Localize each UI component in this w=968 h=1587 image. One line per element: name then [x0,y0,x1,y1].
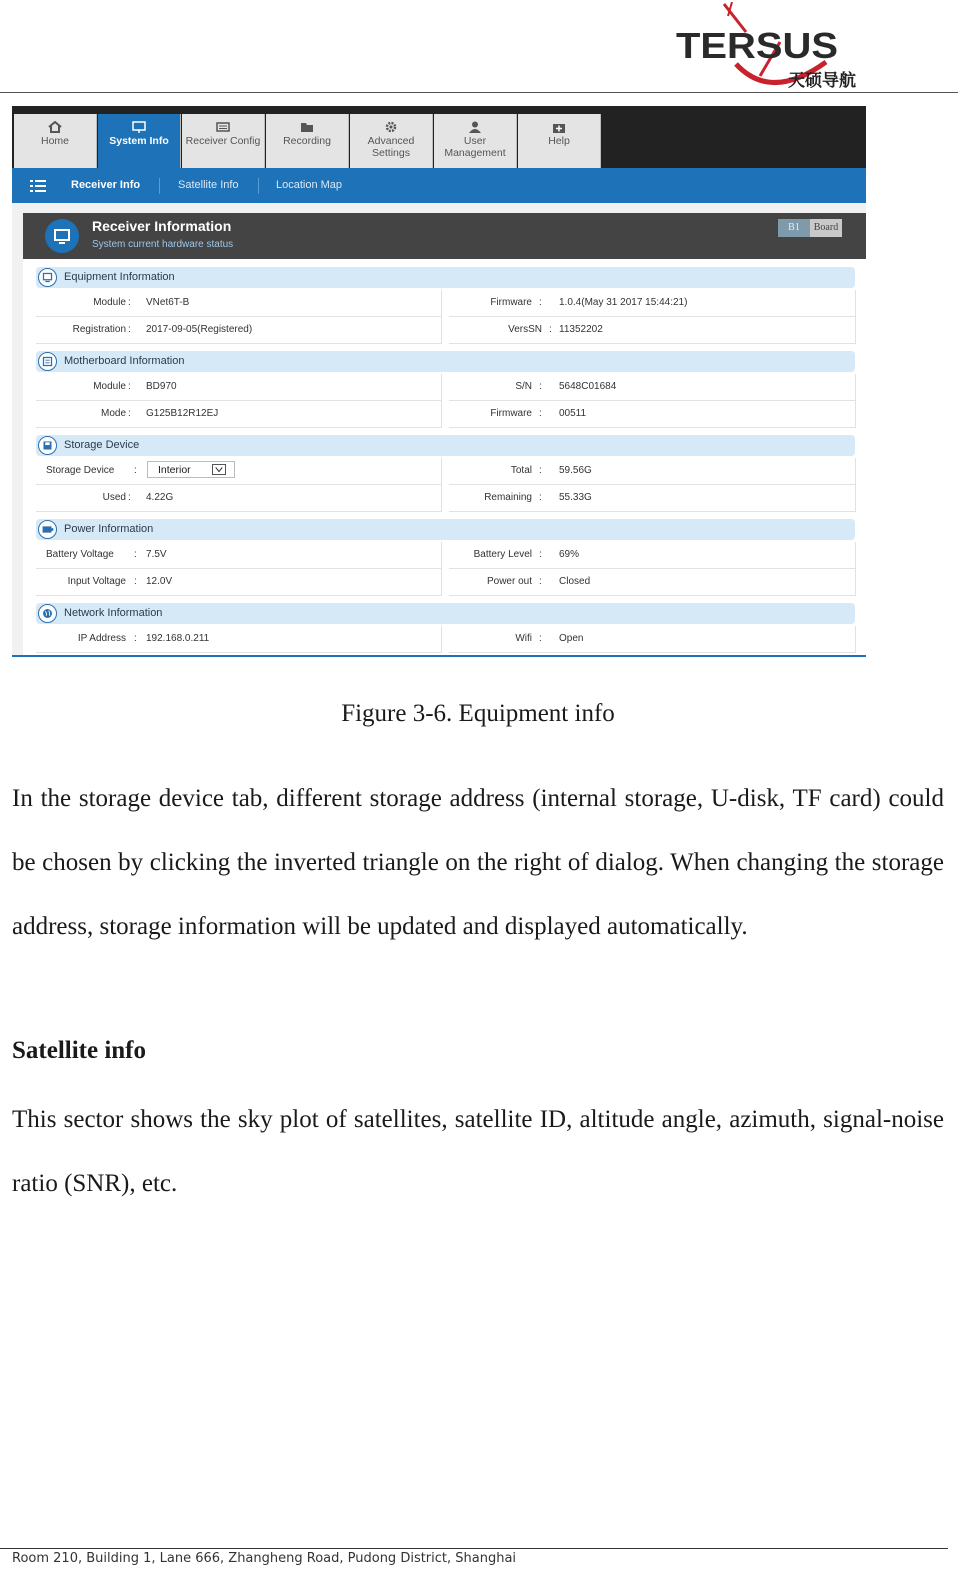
input-voltage-label: Input Voltage [67,576,126,587]
receiver-info-subtitle: System current hardware status [92,239,234,250]
header-divider [0,92,958,93]
section-title: Network Information [64,607,163,619]
battery-level-value: 69% [559,549,580,560]
tab-label: System Info [109,135,169,147]
tab-label: Home [40,135,69,147]
mb-mode-cell: Mode : G125B12R12EJ [36,401,442,428]
used-label: Used [102,492,126,503]
firmware-cell: Firmware : 1.0.4(May 31 2017 15:44:21) [449,290,856,317]
receiver-info-title: Receiver Information [92,218,232,234]
wifi-cell: Wifi : Open [449,626,856,653]
total-value: 59.56G [559,465,592,476]
battery-voltage-value: 7.5V [146,549,167,560]
equipment-section-header [36,267,855,288]
mb-mode-label: Mode [100,408,126,419]
battery-voltage-label: Battery Voltage [46,549,114,560]
equipment-info-screenshot [12,106,866,657]
remaining-cell: Remaining : 55.33G [449,485,856,512]
footer-divider [0,1548,948,1549]
motherboard-icon [38,352,57,371]
section-title: Storage Device [64,439,140,451]
receiver-badge [45,219,79,253]
section-title: Motherboard Information [64,355,185,367]
chevron-down-icon[interactable] [212,464,226,475]
help-icon [552,121,566,133]
tab-label: User Management [444,135,506,159]
used-cell: Used : 4.22G [36,485,442,512]
input-voltage-value: 12.0V [146,576,173,587]
b1-toggle[interactable]: B1 [778,219,810,237]
power-out-label: Power out [486,576,532,587]
module-cell: Module : VNet6T-B [36,290,442,317]
monitor-icon [38,268,57,287]
ip-address-value: 192.168.0.211 [146,633,210,644]
ip-address-label: IP Address [77,633,126,644]
remaining-value: 55.33G [559,492,592,503]
power-out-cell: Power out : Closed [449,569,856,596]
tab-recording[interactable] [266,114,349,168]
subtab-receiver-info[interactable]: Receiver Info [71,179,141,191]
tab-advanced-settings[interactable] [350,114,433,168]
brand-name: TERSUS [676,25,838,66]
section-heading: Satellite info [12,1037,147,1064]
total-label: Total [510,465,532,476]
battery-icon [38,520,57,539]
module-value: VNet6T-B [146,297,190,308]
tab-system-info[interactable] [98,114,181,168]
storage-section-header [36,435,855,456]
module-label: Module [93,297,126,308]
mb-serial-label: S/N [515,381,532,392]
home-icon [48,121,62,133]
storage-device-cell: Storage Device : Interior [36,458,442,485]
remaining-label: Remaining [484,492,532,503]
tab-user-management[interactable] [434,114,517,168]
receiver-info-header [23,213,866,259]
mb-module-value: BD970 [146,381,177,392]
serial-cell: VersSN : 11352202 [449,317,856,344]
serial-label: VersSN [508,324,542,335]
tab-label: Receiver Config [185,135,261,147]
storage-device-label: Storage Device [46,465,115,476]
tab-home[interactable] [14,114,97,168]
mb-firmware-value: 00511 [559,408,587,419]
battery-voltage-cell: Battery Voltage : 7.5V [36,542,442,569]
wifi-label: Wifi [515,633,532,644]
gear-icon [384,121,398,133]
registration-value: 2017-09-05(Registered) [146,324,253,335]
tab-label: Help [548,135,570,147]
wifi-value: Open [559,633,584,644]
battery-level-cell: Battery Level : 69% [449,542,856,569]
storage-device-select[interactable] [147,461,235,478]
battery-level-label: Battery Level [473,549,532,560]
tab-label: Recording [283,135,331,147]
section-title: Equipment Information [64,271,175,283]
registration-label: Registration [72,324,126,335]
mb-mode-value: G125B12R12EJ [146,408,219,419]
floppy-disk-icon [38,436,57,455]
globe-icon [38,604,57,623]
firmware-label: Firmware [490,297,532,308]
subtab-satellite-info[interactable]: Satellite Info [178,179,239,191]
board-toggle[interactable]: Board [810,219,842,237]
mb-module-label: Module [93,381,126,392]
subtab-location-map[interactable]: Location Map [276,179,343,191]
monitor-icon [45,219,79,253]
folder-icon [300,121,314,133]
mb-serial-cell: S/N : 5648C01684 [449,374,856,401]
ip-address-cell: IP Address : 192.168.0.211 [36,626,442,653]
subtab-divider [159,178,160,194]
footer-address: Room 210, Building 1, Lane 666, Zhangheng Road, Pudong District, Shanghai [12,1551,517,1566]
network-section-header [36,603,855,624]
mb-firmware-cell: Firmware : 00511 [449,401,856,428]
figure-caption: Figure 3-6. Equipment info [341,700,615,727]
storage-paragraph: In the storage device tab, different storage address (internal storage, U-disk, TF card) could be chosen by clicking the inverted triangle on the right of dialog. When changing the storage address, storage information will be updated and displayed automatically. [12,785,944,940]
tab-label: Advanced Settings [367,135,415,159]
firmware-value: 1.0.4(May 31 2017 15:44:21) [559,297,688,308]
total-cell: Total : 59.56G [449,458,856,485]
mb-serial-value: 5648C01684 [559,381,617,392]
used-value: 4.22G [146,492,174,503]
brand-chinese: 天硕导航 [788,71,856,90]
tab-receiver-config[interactable] [182,114,265,168]
monitor-icon [132,121,146,133]
sub-navigation [12,168,866,203]
mb-module-cell: Module : BD970 [36,374,442,401]
power-section-header [36,519,855,540]
motherboard-section-header [36,351,855,372]
top-navigation [12,106,866,168]
power-out-value: Closed [559,576,591,587]
tab-help[interactable] [518,114,601,168]
storage-device-value: Interior [158,464,191,476]
keyboard-icon [216,121,230,133]
receiver-info-panel [23,213,866,655]
satellite-paragraph: This sector shows the sky plot of satellites, satellite ID, altitude angle, azimuth, signal-noise ratio (SNR), etc. [12,1106,944,1197]
section-title: Power Information [64,523,154,535]
input-voltage-cell: Input Voltage : 12.0V [36,569,442,596]
serial-value: 11352202 [559,324,603,335]
mb-firmware-label: Firmware [490,408,532,419]
registration-cell: Registration : 2017-09-05(Registered) [36,317,442,344]
subtab-divider [258,178,259,194]
tersus-logo [676,2,870,90]
user-icon [468,121,482,133]
list-menu-icon[interactable] [30,179,46,193]
